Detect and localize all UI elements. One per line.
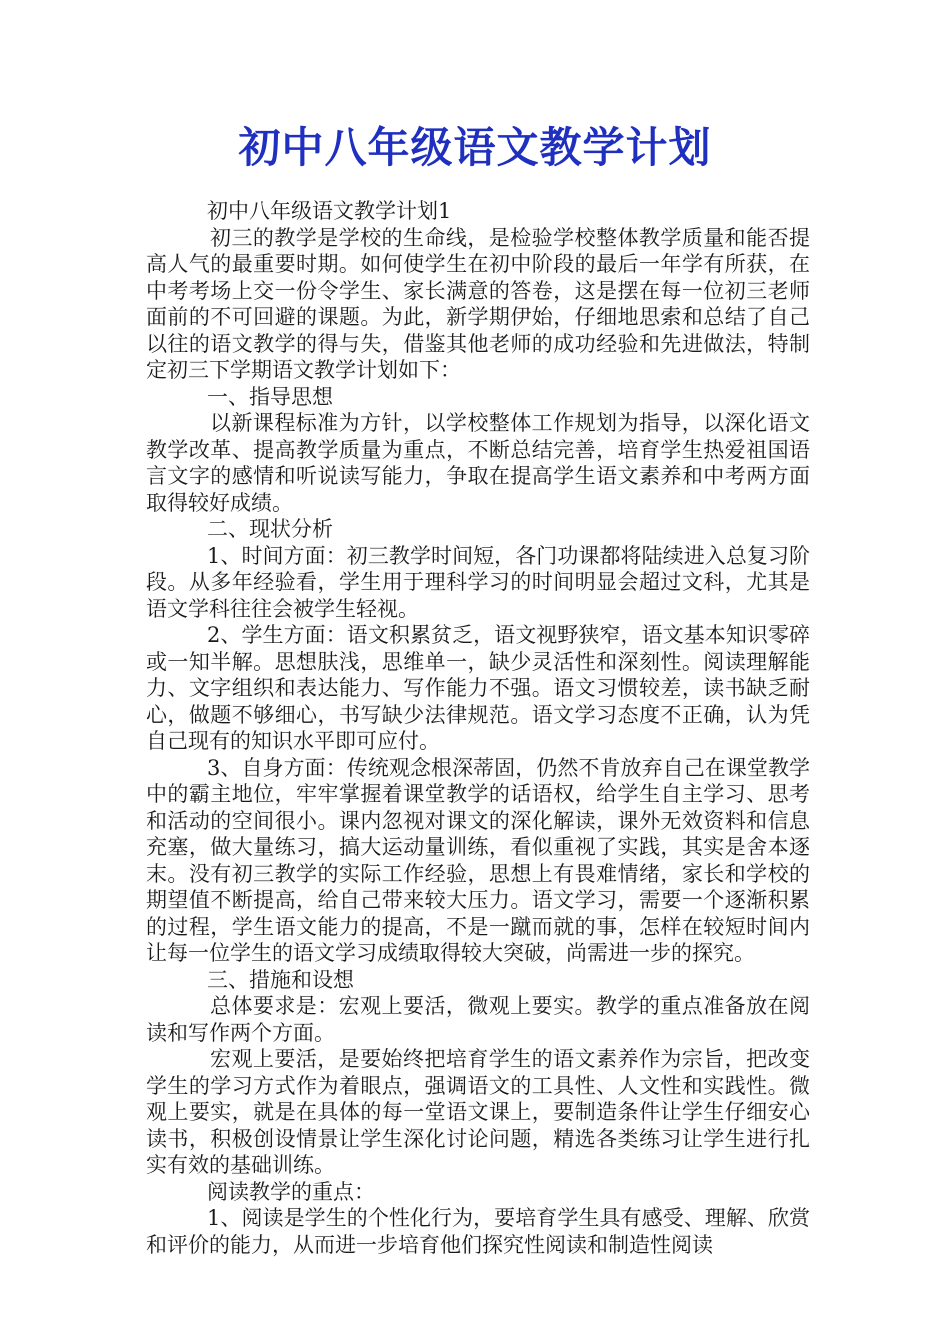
paragraph-macro-micro: 宏观上要活，是要始终把培育学生的语文素养作为宗旨，把改变学生的学习方式作为着眼点，强调语文的工具性、人文性和实践性。微观上要实，就是在具体的每一堂语文课上，要制造条件让学生仔细安心读书，积极创设情景让学生深化讨论问题，精选各类练习让学生进行扎实有效的基础训练。	[146, 1047, 810, 1177]
heading-guiding-thought: 一、指导思想	[207, 384, 333, 409]
paragraph-self: 3、自身方面：传统观念根深蒂固，仍然不肯放弃自己在课堂教学中的霸主地位，牢牢掌握着课堂教学的话语权，给学生自主学习、思考和活动的空间很小。课内忽视对课文的深化解读，课外无效资料和信息充塞，做大量练习，搞大运动量训练，看似重视了实践，其实是舍本逐末。没有初三教学的实际工作经验，思想上有畏难情绪，家长和学校的期望值不断提高，给自己带来较大压力。语文学习，需要一个逐渐积累的过程，学生语文能力的提高，不是一蹴而就的事，怎样在较短时间内让每一位学生的语文学习成绩取得较大突破，尚需进一步的探究。	[146, 755, 810, 965]
document-body	[146, 198, 810, 1258]
paragraph-overall-requirement: 总体要求是：宏观上要活，微观上要实。教学的重点准备放在阅读和写作两个方面。	[146, 994, 810, 1045]
document-title: 初中八年级语文教学计划	[238, 123, 712, 172]
heading-situation-analysis: 二、现状分析	[207, 517, 333, 541]
paragraph-time: 1、时间方面：初三教学时间短，各门功课都将陆续进入总复习阶段。从多年经验看，学生用于理科学习的时间明显会超过文科，尤其是语文学科往往会被学生轻视。	[146, 543, 810, 621]
paragraph-reading-1: 1、阅读是学生的个性化行为，要培育学生具有感受、理解、欣赏和评价的能力，从而进一步培育他们探究性阅读和制造性阅读	[146, 1206, 810, 1257]
subtitle: 初中八年级语文教学计划1	[207, 199, 452, 223]
heading-measures: 三、措施和设想	[207, 967, 354, 992]
heading-reading-focus: 阅读教学的重点：	[207, 1179, 375, 1204]
paragraph-guiding-thought: 以新课程标准为方针，以学校整体工作规划为指导，以深化语文教学改革、提高教学质量为重点，不断总结完善，培育学生热爱祖国语言文字的感情和听说读写能力，争取在提高学生语文素养和中考两方面取得较好成绩。	[146, 411, 810, 515]
paragraph-intro: 初三的教学是学校的生命线，是检验学校整体教学质量和能否提高人气的最重要时期。如何使学生在初中阶段的最后一年学有所获，在中考考场上交一份令学生、家长满意的答卷，这是摆在每一位初三老师面前的不可回避的课题。为此，新学期伊始，仔细地思索和总结了自己以往的语文教学的得与失，借鉴其他老师的成功经验和先进做法，特制定初三下学期语文教学计划如下：	[146, 225, 810, 382]
paragraph-students: 2、学生方面：语文积累贫乏，语文视野狭窄，语文基本知识零碎或一知半解。思想肤浅，思维单一，缺少灵活性和深刻性。阅读理解能力、文字组织和表达能力、写作能力不强。语文习惯较差，读书缺乏耐心，做题不够细心，书写缺少法律规范。语文学习态度不正确，认为凭自己现有的知识水平即可应付。	[146, 623, 810, 753]
